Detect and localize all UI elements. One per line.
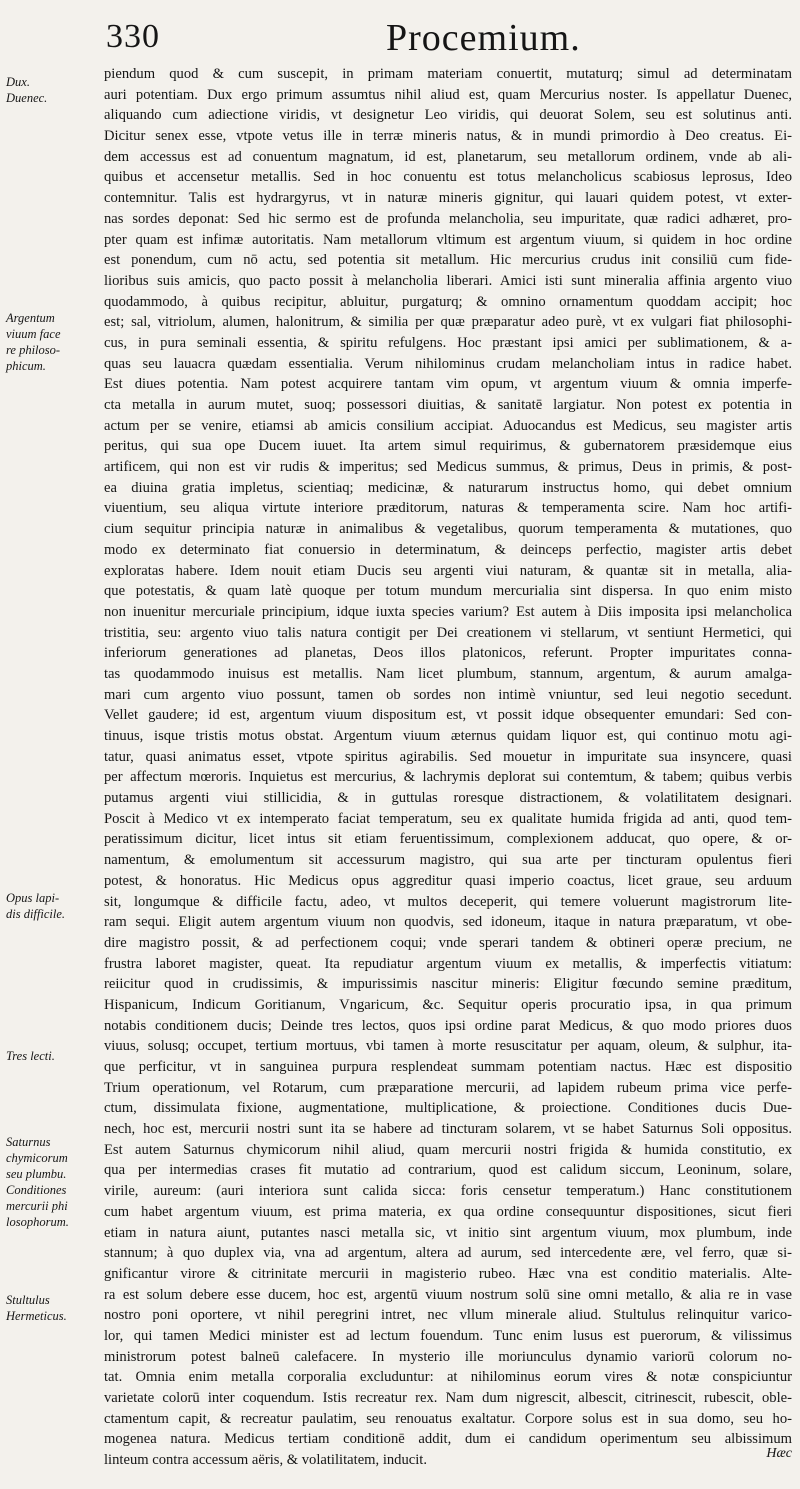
text-line: est; sal, vitriolum, alumen, halonitrum, & similia per quæ præparatur adeo purè, vt ex vulgari fiat philosophi- [104, 314, 792, 331]
margin-note-line: Hermeticus. [6, 1309, 67, 1323]
text-line: viuentium, seu aliqua virtute interiore præditorum, naturas & temperamenta scire. Nam hoc artifi- [104, 500, 792, 517]
text-line: quibus et accensetur metallis. Sed in hoc conuentu est totus melancholicus scabiosus leprosus, Ideo [104, 169, 792, 186]
page-header [96, 14, 796, 58]
text-line: actum per se venire, etiamsi ab amicis consilium accipiat. Aduocandus est Medicus, seu magister artis [104, 417, 792, 434]
text-line: ea diuina gratia impletus, scientiaq; medicinæ, & naturarum instructus homo, qui debet omnium [104, 479, 792, 496]
text-line: tinuus, isque tristis motus obstat. Argentum viuum æternus quidam liquor est, qui continuo motu agi- [104, 728, 792, 744]
text-line: dem accessus est ad conuentum magnatum, id est, planetarum, seu metallorum ordinem, vnde ab ali- [104, 148, 792, 165]
margin-note [6, 1134, 98, 1230]
margin-notes [6, 70, 98, 1470]
margin-note-line: losophorum. [6, 1215, 69, 1229]
text-line: mogenea natura. Medicus tertiam conditionē addit, dum ei candidum operimentum seu albissimum [104, 1431, 792, 1448]
text-line: tristitia, seu: argento viuo talis natura contigit per Dei creationem vi stellarum, vt sentiunt Hermetici, qui [104, 624, 792, 641]
body-text [104, 64, 792, 1474]
text-line: etiam in natura aiunt, putantes nasci metalla sic, vt initio sint argentum viuum, mox plumbum, inde [104, 1224, 792, 1241]
margin-note-line: Saturnus [6, 1135, 51, 1149]
text-line: modo ex determinato fiat conuersio in determinatum, & deinceps perfectio, magister artis debet [104, 541, 792, 558]
margin-note-line: dis difficile. [6, 907, 66, 921]
margin-note [6, 74, 98, 106]
margin-note-line: Dux. [6, 75, 30, 89]
margin-note-line: Opus lapi- [6, 891, 60, 905]
text-line: frustra laboret magister, queat. Ita repudiatur argentum viuum ex metallis, & imperfectis vitiatum: [104, 955, 792, 972]
text-line: namentum, & emolumentum sit accessurum magistro, qui sua arte per tincturam opulentus fieri [104, 852, 792, 869]
text-line: potest, & honoratus. Hic Medicus opus aggreditur quasi imperio coactus, licet graue, seu arduum [104, 872, 792, 889]
margin-note-line: seu plumbu. [6, 1167, 67, 1181]
text-line: stannum; à quo duplex via, vna ad argentum, altera ad aurum, sed intercedente ære, vel ferro, quæ si- [104, 1245, 792, 1262]
text-line: notabis conditionem ducis; Deinde tres lectos, quos ipsi ordine parat Medicus, & quo modo priores duos [104, 1017, 792, 1034]
margin-note-line: viuum face [6, 327, 61, 341]
text-line: piendum quod & cum suscepit, in primam materiam conuertit, mutaturq; simul ad determinatam [104, 66, 792, 82]
text-line: pter quam est infimæ autoritatis. Nam metallorum vltimum est argentum viuum, si quidem in hoc ordine [104, 231, 792, 248]
text-line: putamus argenti viui stillicidia, & in guttulas roresque distractionem, & volatilitatem designari. [104, 790, 792, 807]
text-line: ram sequi. Eligit autem argentum viuum non quodvis, sed idoneum, itaque in natura præparatum, vt obe- [104, 914, 792, 931]
text-line: reiicitur quod in crudissimis, & impurissimis nascitur mineris: Eligitur fœcundo semine præditum, [104, 976, 792, 993]
text-line: linteum contra accessum aëris, & volatilitatem, inducit. [104, 1452, 427, 1469]
text-line: virile, aureum: (auri interiora sunt calida sicca: foris censetur temperatum.) Hanc constitutionem [104, 1183, 792, 1200]
text-line: peritus, qui sua ope Ducem iuuet. Ita artem simul requirimus, & gubernatorem præsidemque eius [104, 438, 792, 455]
text-line: que potestatis, & quam latè quoque per totum mundum mercurialia sint dispersa. In quo enim misto [104, 583, 792, 600]
text-line: nech, hoc est, mercurii nostri sunt ita se habere ad tincturam solarem, vt se habet Saturnus Soli oppositus. [104, 1121, 792, 1138]
text-line: dire magistro possit, & ad perfectionem coqui; vnde sperari tandem & obtineri operæ precium, ne [104, 934, 792, 951]
text-line: ctamentum capit, & recreatur paulatim, seu renouatus exaltatur. Corpore solus est in sua domo, seu ho- [104, 1410, 792, 1427]
running-title: Procemium. [386, 17, 581, 59]
margin-note-line: Stultulus [6, 1293, 50, 1307]
text-line: Dicitur senex esse, vtpote vetus ille in terræ mineris natus, & in mundi primordio à Deo creatus. Ei- [104, 128, 792, 145]
text-line: cus, in pura seminali essentia, & spiritu refulgens. Hoc præstant ipsi amici per sublimationem, & a- [104, 334, 792, 351]
text-line: nostro poni oportere, vt nihil peregrini intret, nec vllum minerale aliud. Stultulus relinquitur varico- [104, 1307, 792, 1324]
text-line: auri potentiam. Dux ergo primum assumtus nihil aliud est, quam Mercurius noster. Is appellatur Duenec, [104, 86, 792, 103]
margin-note-line: mercurii phi [6, 1199, 68, 1213]
text-line: cta metalla in aurum mutet, suoq; possessori diuitias, & sanitatē largiatur. Non potest ex potentia in [104, 397, 792, 413]
text-line: lioribus suis amicis, quo pacto possit à melancholia liberari. Amici isti sunt mineralia affinia argento viuo [104, 272, 792, 289]
margin-note-line: re philoso- [6, 343, 61, 357]
text-line: aliquando cum adiectione viridis, vt designetur Leo viridis, qui deuorat Solem, seu est solutinus anti. [104, 107, 792, 124]
text-line: cum habet argentum viuum, est prima materia, ex qua ordine consequuntur dispositiones, sicut fieri [104, 1203, 792, 1220]
text-line: Trium operationum, vel Rotarum, cum præparatione mercurii, ad lapidem rubeum prima vice perfe- [104, 1079, 792, 1096]
margin-note-line: Conditiones [6, 1183, 67, 1197]
text-line: contemnitur. Talis est hydrargyrus, vt in naturæ mineris gignitur, qui lauari quidem potest, vt exter- [104, 190, 792, 207]
text-line: gnificantur virore & citrinitate mercurii in magisterio rubeo. Hæc vna est conditio materialis. Alte- [104, 1265, 792, 1282]
text-line: quas seu lauacra quædam essentialia. Verum nihilominus crudam melancholiam intus in radice habet. [104, 355, 792, 372]
text-line: tat. Omnia enim metalla corporalia excluduntur: at nihilominus eorum vires & notæ conspiciuntur [104, 1369, 792, 1386]
text-line: exploratas habere. Idem nouit etiam Ducis seu argenti viui naturam, & quantæ sit in metalla, alia- [104, 562, 792, 579]
text-line: que perficitur, vt in sanguinea purpura resplendeat summam potentiam nactus. Hæc est dispositio [104, 1059, 792, 1075]
text-line: nas sordes deponat: Sed hic sermo est de profunda melancholia, seu impuritate, quæ radici adhæret, pro- [104, 210, 792, 227]
text-line: peratissimum dicitur, licet intus sit etiam feruentissimum, complexionem adducat, quo opere, & or- [104, 831, 792, 848]
margin-note [6, 890, 98, 922]
text-line: Hispanicum, Indicum Goritianum, Vngaricum, &c. Sequitur operis procuratio ipsa, in qua primum [104, 996, 792, 1013]
margin-note [6, 310, 98, 374]
text-line: tas quodammodo inuisus est metallis. Nam licet plumbum, stannum, argentum, & aurum amalga- [104, 665, 792, 682]
text-line: non inuenitur mercuriale principium, idque iuxta species varium? Est autem à Diis imposita ipsi melancholica [104, 603, 792, 620]
margin-note [6, 1048, 98, 1064]
text-line: ministrorum potest balneū calefacere. In mysterio ille moriunculus dynamio variorū colorum no- [104, 1348, 792, 1365]
margin-note-line: Tres lecti. [6, 1049, 55, 1063]
text-line: viuus, solusq; occupet, tertium mortuus, vbi tamen à morte resuscitatur per aquam, oleum, & sulphur, ita- [104, 1038, 792, 1055]
text-line: lor, qui tamen Medici minister est ad lectum fouendum. Tunc enim lusus est puerorum, & vilissimus [104, 1327, 792, 1344]
text-line: qua per intermedias crases fit mutatio ad contrarium, quod est calidum siccum, Leoninum, solare, [104, 1162, 792, 1179]
margin-note [6, 1292, 98, 1324]
text-line: Vellet gaudere; id est, argentum viuum dispositum est, vt possit idque obsequenter emundari: Sed con- [104, 707, 792, 724]
text-line: cium sequitur principia naturæ in animalibus & vegetalibus, quorum temperamenta & mutationes, quo [104, 521, 792, 538]
text-line: tatur, quasi animatus esset, vtpote spiritus agirabilis. Sed mouetur in impuritate sua insyncere, quasi [104, 748, 792, 765]
margin-note-line: Duenec. [6, 91, 48, 105]
text-line: inferiorum generationes ad planetas, Deos illos platonicos, referunt. Propter impuritates conna- [104, 645, 792, 662]
text-line: per affectum mœroris. Inquietus est mercurius, & lachrymis deplorat sui contemtum, & tabem; quibus verbis [104, 769, 792, 786]
text-line: ra est solum debere esse ducem, hoc est, argentū viuum nostrum solū sine omni metallo, & alia re in vase [104, 1286, 792, 1303]
text-line: mari cum argento viuo possunt, tamen ob sordes non intimè vniuntur, sed leui negotio secedunt. [104, 686, 792, 703]
text-line: est ponendum, cum nō actu, sed potentia sit metallum. Hic mercurius crudus init consiliū cum fide- [104, 252, 792, 269]
text-line: Est diues potentia. Nam potest acquirere tantam vim opum, vt argentum viuum & omnia imperfe- [104, 376, 792, 393]
text-line: Est autem Saturnus chymicorum nihil aliud, quam mercurii nostri frigida & humida constitutio, ex [104, 1141, 792, 1158]
text-line: sit, longumque & difficile factu, adeo, vt multos deceperit, qui temere voluerunt magistrorum lite- [104, 893, 792, 910]
page-number: 330 [106, 18, 160, 55]
text-line: quodammodo, à quibus recipitur, abluitur, purgaturq; & omnino ornamentum quoddam accipit; hoc [104, 293, 792, 310]
margin-note-line: chymicorum [6, 1151, 68, 1165]
text-line: Poscit à Medico vt ex intemperato faciat temperatum, seu ex qualitate humida frigida ad anti, quod tem- [104, 810, 792, 827]
text-line: varietate colorū inter coquendum. Istis recreatur rex. Nam dum nigrescit, albescit, citrinescit, rubescit, oble- [104, 1390, 792, 1406]
catchword: Hæc [766, 1446, 792, 1461]
margin-note-line: Argentum [6, 311, 55, 325]
margin-note-line: phicum. [6, 359, 46, 373]
text-line: ctum, dissimulata fixione, augmentatione, multiplicatione, & proiectione. Conditiones ducis Due- [104, 1100, 792, 1117]
text-line: artificem, qui non est vir rudis & imperitus; sed Medicus summus, & primus, Deus in primis, & post- [104, 459, 792, 476]
